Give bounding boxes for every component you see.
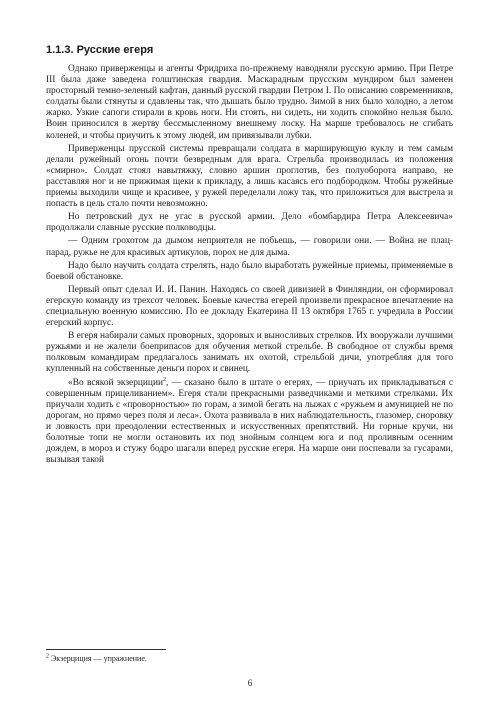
footnote-text: Экзерциция — упражнение. xyxy=(49,654,147,663)
paragraph-8-start: «Во всякой экзерциции xyxy=(68,377,163,388)
paragraph-3: Но петровский дух не угас в русской армии. Дело «бомбардира Петра Алексеевича» продолжали славные русские полководцы. xyxy=(46,212,453,234)
paragraph-1: Однако приверженцы и агенты Фридриха по-прежнему наводняли русскую армию. При Петре III была даже заведена голштинская гвардия. Маскарадным прусским мундиром был заменен просторный темно-зеленый кафтан, данный русской гвардии Петром I. По описанию современников, солдаты были стянуты и сдавлены так, что дышать было трудно. Зимой в них было холодно, а летом жарко. Узкие сапоги стирали в кровь ноги. Ни стоять, ни сидеть, ни ходить спокойно нельзя было. Воин приносился в жертву бессмысленному внешнему лоску. На марше требовалось не сгибать коленей, и чтобы приучить к этому людей, им привязывали лубки. xyxy=(46,64,453,141)
paragraph-2: Приверженцы прусской системы превращали солдата в марширующую куклу и тем самым делали ружейный огонь почти безвредным для врага. Стрельба производилась из положения «смирно». Солдат стоял навытяжку, словно аршин проглотив, без полуоборота направо, не расставляя ног и не прижимая щеки к прикладу, а лишь касаясь его подбородком. Чтобы ружейные приемы выходили чище и красивее, у ружей переделали ложу так, что приложиться для выстрела и попасть в цель стало почти невозможно. xyxy=(46,143,453,210)
paragraph-8-rest: , — сказано было в штате о егерях, — приучать их прикладываться с совершенным прицеливанием». Егеря стали прекрасными разведчиками и меткими стрелками. Их приучали ходить с «проворностью» по горам, а зимой бегать на лыжах с «ружьем и амуницией не по дорогам, но прямо через поля и леса». Охота развивала в них наблюдательность, глазомер, сноровку и ловкость при преодолении естественных и искусственных препятствий. Ни горные кручи, ни болотные топи не могли остановить их под знойным солнцем юга и под проливным осенним дождем, в мороз и стужу бодро шагали вперед русские егеря. На марше они поспевали за гусарами, вызывая такой xyxy=(46,377,453,466)
footnote-reference: 2 xyxy=(163,376,166,383)
paragraph-8 xyxy=(46,378,453,467)
footnote-divider xyxy=(46,649,166,650)
footnote xyxy=(46,654,147,664)
paragraph-7: В егеря набирали самых проворных, здоровых и выносливых стрелков. Их вооружали лучшими ружьями и не жалели боеприпасов для обучения меткой стрельбе. В свободное от службы время полковым командирам предлагалось занимать их охотой, стрельбой дичи, употребляя для того купленный на собственные деньги порох и свинец. xyxy=(46,331,453,375)
section-heading: 1.1.3. Русские егеря xyxy=(46,44,154,56)
paragraph-4: — Одним грохотом да дымом неприятеля не побьешь, — говорили они. — Война не плац-парад, ружье не для красивых артикулов, порох не для дыма. xyxy=(46,236,453,258)
page-number: 6 xyxy=(247,678,253,688)
footnote-marker: 2 xyxy=(46,653,49,660)
paragraph-5: Надо было научить солдата стрелять, надо было выработать ружейные приемы, применяемые в боевой обстановке. xyxy=(46,260,453,282)
body-text xyxy=(46,64,453,468)
paragraph-6: Первый опыт сделал И. И. Панин. Находясь со своей дивизией в Финляндии, он сформировал егерскую команду из трехсот человек. Боевые качества егерей произвели прекрасное впечатление на специальную военную комиссию. По ее докладу Екатерина II 13 октября 1765 г. учредила в России егерский корпус. xyxy=(46,284,453,329)
